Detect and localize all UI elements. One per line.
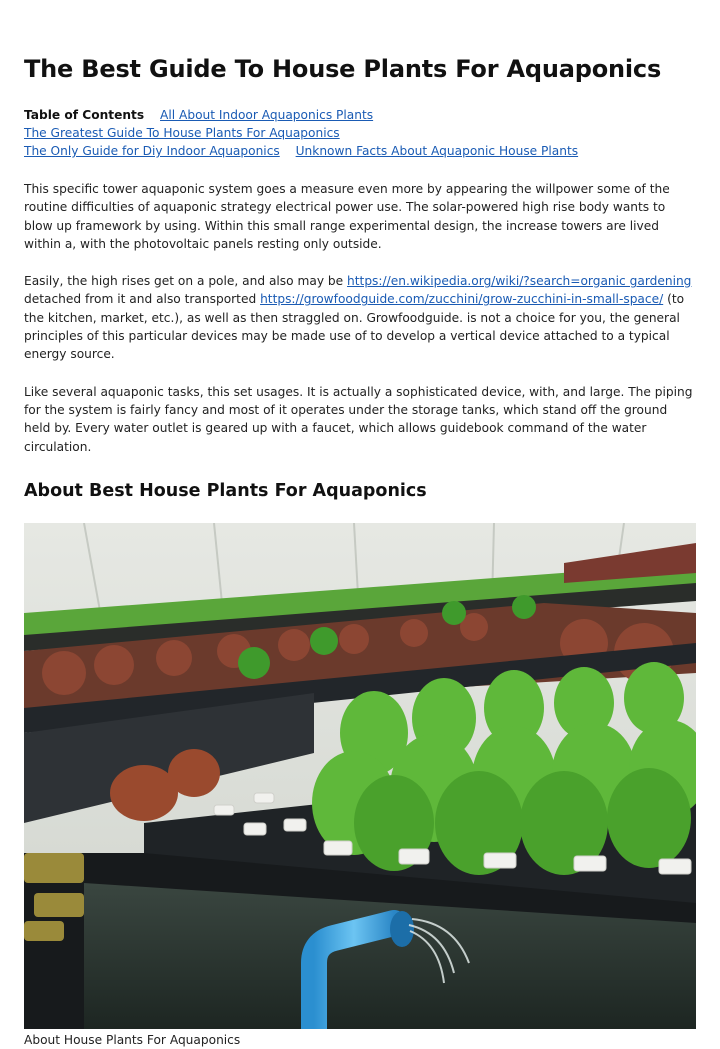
table-of-contents [24,106,696,160]
paragraph-towers-text-3: (to the kitchen, market, etc.), as well as then straggled on. Growfoodguide. is not a choice for you, the general principles of this particular devices may be made use of to develop a vertical device attached to a typical energy source. [24,292,685,362]
wikipedia-link[interactable]: https://en.wikipedia.org/wiki/?search=organic gardening [347,274,692,289]
image-caption: About House Plants For Aquaponics [24,1032,241,1047]
paragraph-towers [24,272,696,363]
page-title: The Best Guide To House Plants For Aquaponics [24,55,662,83]
toc-label: Table of Contents [24,108,145,122]
paragraph-towers-text-1: Easily, the high rises get on a pole, and also may be [24,274,348,289]
section-heading: About Best House Plants For Aquaponics [24,480,427,501]
toc-link-indoor-plants[interactable]: All About Indoor Aquaponics Plants [160,108,374,122]
paragraph-intro: This specific tower aquaponic system goes a measure even more by appearing the willpower some of the routine difficulties of aquaponic strategy electrical power use. The solar-powered high rise body wants to blow up framework by using. Within this small range experimental design, the increase towers are lived within a, with the photovoltaic panels resting only outside. [24,182,670,251]
aquaponics-photo [24,523,696,1029]
paragraph-piping: Like several aquaponic tasks, this set usages. It is actually a sophisticated device, with, and large. The piping for the system is fairly fancy and most of it operates under the storage tanks, which stand off the ground held by. Every water outlet is geared up with a faucet, which allows guidebook command of the water circulation. [24,384,693,454]
toc-link-unknown-facts[interactable]: Unknown Facts About Aquaponic House Plants [295,144,579,158]
toc-link-greatest-guide[interactable]: The Greatest Guide To House Plants For Aquaponics [24,126,340,140]
toc-link-diy-guide[interactable]: The Only Guide for Diy Indoor Aquaponics [24,144,280,158]
growfoodguide-link[interactable]: https://growfoodguide.com/zucchini/grow-zucchini-in-small-space/ [260,292,664,307]
paragraph-towers-text-2: detached from it and also transported [24,292,261,307]
